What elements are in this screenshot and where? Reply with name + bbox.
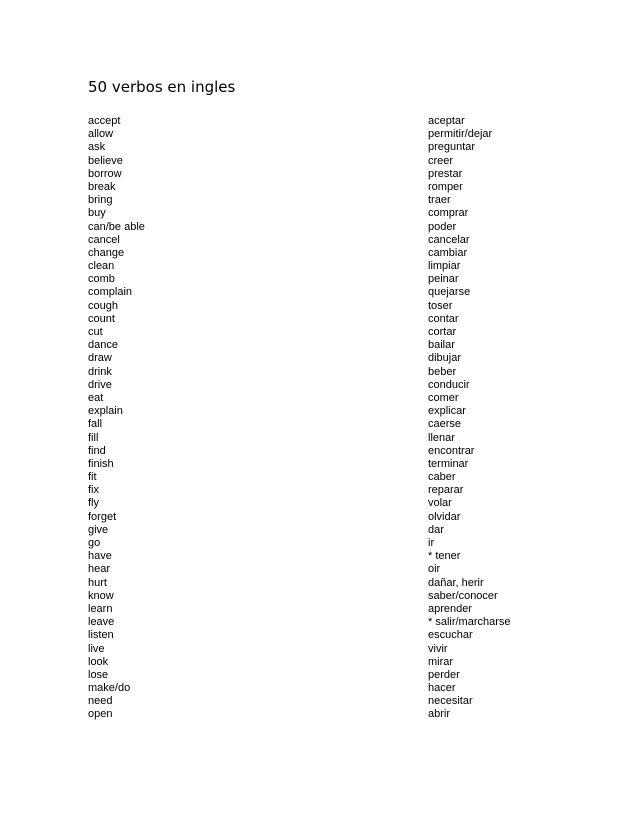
english-verb: fall (88, 418, 103, 431)
verb-row (0, 392, 638, 405)
verb-list (0, 115, 638, 722)
spanish-translation: perder (428, 668, 460, 681)
spanish-translation: mirar (428, 655, 454, 668)
verb-row (0, 616, 638, 629)
verb-row (0, 656, 638, 669)
english-verb: drive (88, 378, 112, 391)
verb-row (0, 141, 638, 154)
english-verb: ask (88, 141, 106, 154)
english-verb: cancel (88, 233, 120, 246)
english-verb: go (88, 537, 101, 549)
english-verb: cough (88, 299, 118, 312)
spanish-translation: hacer (428, 682, 456, 695)
english-verb: comb (88, 273, 115, 286)
spanish-translation: contar (428, 312, 459, 325)
spanish-translation: aprender (428, 602, 473, 615)
spanish-translation: abrir (428, 708, 451, 721)
spanish-translation: prestar (428, 167, 463, 180)
english-verb: know (88, 589, 114, 602)
spanish-translation: caerse (428, 418, 462, 431)
spanish-translation: caber (428, 471, 456, 484)
verb-row (0, 497, 638, 510)
english-verb: allow (88, 128, 114, 141)
english-verb: fit (88, 471, 97, 484)
verb-row (0, 128, 638, 141)
verb-row (0, 695, 638, 708)
english-verb: make/do (88, 682, 131, 695)
spanish-translation: limpiar (428, 260, 461, 273)
verb-row (0, 352, 638, 365)
verb-row (0, 168, 638, 181)
spanish-translation: comer (428, 391, 459, 404)
english-verb: dance (88, 339, 118, 352)
verb-row (0, 286, 638, 299)
verb-row (0, 708, 638, 721)
english-verb: hear (88, 563, 111, 576)
english-verb: learn (88, 602, 113, 615)
verb-row (0, 155, 638, 168)
verb-row (0, 260, 638, 273)
spanish-translation: traer (428, 194, 451, 207)
spanish-translation: explicar (428, 405, 466, 418)
verb-row (0, 379, 638, 392)
verb-row (0, 339, 638, 352)
spanish-translation: reparar (428, 484, 464, 497)
verb-row (0, 207, 638, 220)
spanish-translation: dar (428, 523, 444, 536)
english-verb: open (88, 708, 113, 721)
spanish-translation: llenar (428, 431, 455, 444)
english-verb: find (88, 444, 106, 457)
english-verb: eat (88, 391, 104, 404)
spanish-translation: vivir (428, 642, 448, 655)
verb-row (0, 418, 638, 431)
verb-row (0, 115, 638, 128)
verb-row (0, 366, 638, 379)
spanish-translation: terminar (428, 457, 469, 470)
spanish-translation: toser (428, 299, 453, 312)
spanish-translation: necesitar (428, 695, 473, 708)
english-verb: fix (88, 484, 99, 497)
verb-row (0, 484, 638, 497)
spanish-translation: conducir (428, 378, 470, 391)
english-verb: fill (88, 431, 99, 444)
spanish-translation: creer (428, 154, 454, 167)
english-verb: buy (88, 207, 106, 220)
verb-row (0, 669, 638, 682)
english-verb: borrow (88, 167, 122, 180)
english-verb: finish (88, 457, 114, 470)
english-verb: drink (88, 365, 112, 378)
verb-row (0, 603, 638, 616)
verb-row (0, 432, 638, 445)
verb-row (0, 524, 638, 537)
verb-row (0, 234, 638, 247)
english-verb: complain (88, 286, 133, 299)
spanish-translation: encontrar (428, 444, 475, 457)
spanish-translation: * tener (428, 550, 461, 563)
english-verb: break (88, 180, 116, 193)
english-verb: leave (88, 616, 115, 629)
spanish-translation: preguntar (428, 141, 476, 154)
english-verb: need (88, 695, 113, 708)
spanish-translation: dibujar (428, 352, 462, 365)
english-verb: can/be able (88, 220, 145, 233)
english-verb: draw (88, 352, 112, 365)
spanish-translation: * salir/marcharse (428, 616, 511, 629)
verb-row (0, 181, 638, 194)
verb-row (0, 590, 638, 603)
verb-row (0, 247, 638, 260)
verb-row (0, 577, 638, 590)
english-verb: accept (88, 115, 121, 127)
verb-row (0, 550, 638, 563)
spanish-translation: escuchar (428, 629, 473, 642)
verb-row (0, 643, 638, 656)
spanish-translation: bailar (428, 339, 455, 352)
spanish-translation: ir (428, 537, 435, 549)
english-verb: hurt (88, 576, 107, 589)
verb-row (0, 405, 638, 418)
verb-row (0, 458, 638, 471)
verb-row (0, 629, 638, 642)
english-verb: count (88, 312, 115, 325)
spanish-translation: quejarse (428, 286, 471, 299)
english-verb: lose (88, 668, 109, 681)
verb-row (0, 221, 638, 234)
english-verb: cut (88, 326, 103, 338)
english-verb: explain (88, 405, 123, 418)
verb-row (0, 313, 638, 326)
spanish-translation: cortar (428, 326, 457, 338)
english-verb: change (88, 246, 125, 259)
verb-row (0, 326, 638, 339)
spanish-translation: poder (428, 220, 457, 233)
spanish-translation: beber (428, 365, 457, 378)
english-verb: look (88, 655, 109, 668)
spanish-translation: oir (428, 563, 441, 576)
verb-row (0, 471, 638, 484)
verb-row (0, 273, 638, 286)
verb-row (0, 563, 638, 576)
spanish-translation: aceptar (428, 115, 465, 127)
spanish-translation: saber/conocer (428, 589, 498, 602)
verb-row (0, 511, 638, 524)
verb-row (0, 194, 638, 207)
spanish-translation: comprar (428, 207, 469, 220)
english-verb: clean (88, 260, 115, 273)
english-verb: give (88, 523, 109, 536)
english-verb: listen (88, 629, 114, 642)
verb-row (0, 682, 638, 695)
english-verb: fly (88, 497, 99, 510)
english-verb: live (88, 642, 105, 655)
english-verb: believe (88, 154, 123, 167)
spanish-translation: olvidar (428, 510, 461, 523)
page-title: 50 verbos en ingles (88, 78, 236, 96)
spanish-translation: dañar, herir (428, 576, 484, 589)
english-verb: forget (88, 510, 117, 523)
spanish-translation: volar (428, 497, 452, 510)
spanish-translation: cambiar (428, 246, 468, 259)
spanish-translation: romper (428, 180, 463, 193)
english-verb: bring (88, 194, 113, 207)
verb-row (0, 445, 638, 458)
spanish-translation: peinar (428, 273, 459, 286)
verb-row (0, 300, 638, 313)
spanish-translation: permitir/dejar (428, 128, 493, 141)
spanish-translation: cancelar (428, 233, 470, 246)
verb-row (0, 537, 638, 550)
english-verb: have (88, 550, 112, 563)
